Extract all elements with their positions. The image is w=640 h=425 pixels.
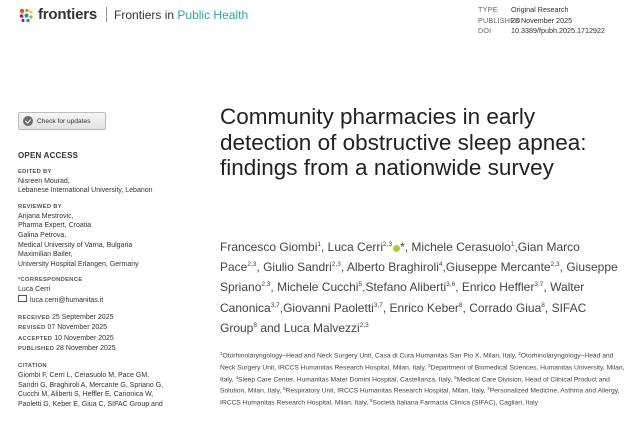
editor-line: Lebanese International University, Lebanon — [18, 187, 153, 195]
affiliation-text: Department of Biomedical Sciences, Humanitas University, Milan, Italy, — [220, 364, 625, 384]
date-row — [18, 344, 203, 355]
affiliation-text: Sleep Care Center, Humanitas Mater Domini Hospital, Castellanza, Italy, — [238, 376, 455, 384]
affiliation-text: Otorhinolaryngology–Head and Neck Surgery Unit, Casa di Cura Humanitas San Pio X, Milan, Italy, — [222, 352, 519, 360]
author-affiliation-marker: 3,6 — [446, 281, 456, 289]
affiliation-text: Personalized Medicine, Asthma and Allergy, IRCCS Humanitas Research Hospital, Milan, Italy, — [220, 387, 620, 407]
author-name[interactable]: Francesco Giombi — [220, 240, 318, 254]
date-key: PUBLISHED — [18, 346, 55, 353]
brand-wordmark: frontiers — [38, 6, 98, 23]
author-name[interactable]: Luca Cerri — [327, 240, 384, 254]
article-title: Community pharmacies in early detection of obstructive sleep apnea: findings from a nationwide survey — [220, 104, 587, 180]
author-name[interactable]: Michele Cerasuolo — [411, 240, 511, 254]
author-affiliation-marker: 2,3 — [331, 261, 341, 269]
date-key: RECEIVED — [18, 314, 51, 321]
journal-name — [114, 8, 248, 22]
citation-line: Giombi F, Cerri L, Cerasuolo M, Pace GM, — [18, 371, 150, 379]
meta-key: TYPE — [478, 5, 498, 14]
check-for-updates-label: Check for updates — [37, 117, 91, 125]
date-value: 07 November 2025 — [47, 324, 108, 332]
date-value: 28 November 2025 — [56, 345, 116, 353]
citation-line: Paoletti G, Keber E, Giua C, SIFAC Group and — [18, 400, 163, 408]
author-affiliation-marker: 1 — [317, 241, 321, 248]
frontiers-logo-icon — [18, 7, 34, 23]
author-name[interactable]: Enrico Keber — [389, 300, 459, 315]
author-name[interactable]: Enrico Heffler — [461, 280, 535, 295]
author-name[interactable]: Michele Cucchi — [277, 280, 359, 295]
logo-divider — [106, 7, 107, 22]
correspondence-block — [18, 276, 203, 305]
citation-line: Cucchi M, Aliberti S, Heffler E, Canonica W, — [18, 391, 154, 399]
open-access-label: OPEN ACCESS — [18, 151, 79, 160]
reviewer-line: Pharma Expert, Croatia — [18, 222, 92, 230]
affiliation-number: 4 — [235, 374, 238, 380]
meta-row — [478, 16, 605, 27]
meta-key: DOI — [478, 26, 492, 35]
affiliation-number: 3 — [428, 362, 431, 368]
citation-line: Sandri G, Braghiroli A, Mercante G, Spriano G, — [18, 381, 164, 389]
reviewer-line: Arijana Mestrovic, — [18, 212, 74, 220]
affiliation-text: Medical Care Division, Head of Clinical Product and Solution, Milan, Italy, — [220, 376, 610, 395]
meta-doi-link[interactable]: 10.3389/fpubh.2025.1712922 — [511, 26, 605, 35]
affiliation-number: 8 — [370, 398, 373, 404]
affiliation-list — [220, 349, 630, 408]
affiliation-number: 1 — [220, 351, 223, 356]
author-name[interactable]: Gian Marco Pace — [220, 240, 580, 275]
meta-published: 28 November 2025 — [511, 15, 573, 25]
citation-label: CITATION — [18, 362, 47, 369]
date-value: 10 November 2025 — [54, 334, 114, 342]
affiliation-text: Società Italiana Farmacia Clinica (SIFAC), Cagliari, Italy — [372, 399, 538, 407]
sidebar-info — [18, 151, 203, 416]
author-affiliation-marker: 4 — [438, 261, 443, 269]
correspondence-email-row — [18, 295, 203, 306]
editor-line: Nisreen Mourad, — [18, 177, 70, 185]
author-affiliation-marker: 8 — [253, 321, 257, 329]
date-value: 25 September 2025 — [52, 313, 114, 321]
affiliation-text: Otorhinolaryngology–Head and Neck Surgery Unit, IRCCS Humanitas Research Hospital, Milan, Italy, — [220, 352, 614, 372]
citation-block — [18, 362, 203, 409]
author-list: Francesco Giombi$^1$, Luca Cerri$^{2,3}$ *, Michele Cerasuolo$^1$,Gian Marco Pace$^{2,3}$, Giulio Sandri$^{2,3}$, Alberto Braghiroli$^4$,Giuseppe Mercante$^{2,3}$, Giuseppe Spriano$^{2,3}$, Michele Cucchi$^5$,Stefano Aliberti$^{3,6}$, Enrico Heffler$^{3,7}$, Walter Canonica$^{3,7}$,Giovanni Paoletti$^{3,7}$, Enrico Keber$^8$, Corrado Giua$^8$, SIFAC Group$^8$ and Luca Malvezzi$^{2,3}$ — [220, 240, 618, 335]
mail-icon — [18, 295, 27, 302]
author-affiliation-marker: 2,3 — [261, 281, 271, 289]
affiliation-number: 5 — [454, 374, 457, 380]
corresponding-marker: * — [400, 240, 405, 254]
meta-type: Original Research — [511, 5, 569, 14]
author-affiliation-marker: 2,3 — [383, 241, 393, 248]
edited-by-label: EDITED BY — [18, 168, 52, 175]
reviewer-line: Galina Petrova, — [18, 231, 67, 239]
author-name[interactable]: Stefano Aliberti — [365, 280, 447, 295]
correspondence-label: *CORRESPONDENCE — [18, 277, 83, 284]
author-name[interactable]: Giulio Sandri — [263, 260, 332, 275]
author-name[interactable]: Luca Malvezzi — [283, 320, 360, 335]
author-affiliation-marker: 8 — [458, 301, 463, 309]
author-name[interactable]: Giuseppe Spriano — [220, 260, 618, 295]
author-name[interactable]: SIFAC Group — [220, 300, 587, 335]
author-affiliation-marker: 8 — [541, 301, 545, 309]
date-row — [18, 334, 203, 345]
date-row — [18, 323, 203, 334]
article-meta — [478, 5, 605, 37]
author-name[interactable]: Alberto Braghiroli — [346, 260, 439, 275]
date-key: ACCEPTED — [18, 335, 53, 342]
author-affiliation-marker: 2,3 — [247, 261, 257, 269]
affiliation-number: 6 — [283, 386, 286, 392]
date-row — [18, 313, 203, 324]
author-name[interactable]: Corrado Giua — [469, 300, 542, 315]
check-for-updates-button[interactable] — [18, 112, 106, 130]
journal-logo[interactable] — [18, 6, 248, 23]
author-name[interactable]: Giovanni Paoletti — [283, 300, 374, 315]
author-name[interactable]: Walter Canonica — [220, 280, 585, 315]
meta-row — [478, 5, 605, 16]
date-key: REVISED — [18, 325, 46, 332]
author-affiliation-marker: 5 — [358, 281, 363, 289]
affiliation-number: 7 — [487, 386, 490, 392]
author-affiliation-marker: 3,7 — [373, 301, 383, 309]
edited-by-block — [18, 168, 203, 196]
check-circle-icon — [23, 116, 33, 126]
reviewed-by-block — [18, 203, 203, 270]
affiliation-number: 2 — [518, 351, 521, 356]
reviewed-by-label: REVIEWED BY — [18, 203, 62, 210]
journal-highlight: Public Health — [177, 7, 249, 22]
meta-row — [478, 26, 605, 37]
author-affiliation-marker: 3,7 — [270, 301, 280, 309]
author-affiliation-marker: 2,3 — [359, 321, 369, 329]
reviewer-line: University Hospital Erlangen, Germany — [18, 260, 139, 268]
reviewer-line: Maximilian Bailer, — [18, 251, 73, 259]
author-affiliation-marker: 1 — [510, 241, 515, 248]
author-name[interactable]: Giuseppe Mercante — [445, 260, 551, 275]
correspondence-email-link[interactable]: luca.cerri@humanitas.it — [30, 296, 104, 304]
author-affiliation-marker: 2,3 — [550, 261, 560, 269]
reviewer-line: Medical University of Varna, Bulgaria — [18, 241, 133, 249]
correspondence-name: Luca Cerri — [18, 286, 51, 294]
dates-block — [18, 313, 203, 355]
journal-prefix: Frontiers in — [114, 7, 178, 22]
affiliation-text: Respiratory Unit, IRCCS Humanitas Research Hospital, Milan, Italy, — [285, 387, 488, 395]
meta-key: PUBLISHED — [478, 15, 521, 25]
author-affiliation-marker: 3,7 — [534, 281, 544, 289]
